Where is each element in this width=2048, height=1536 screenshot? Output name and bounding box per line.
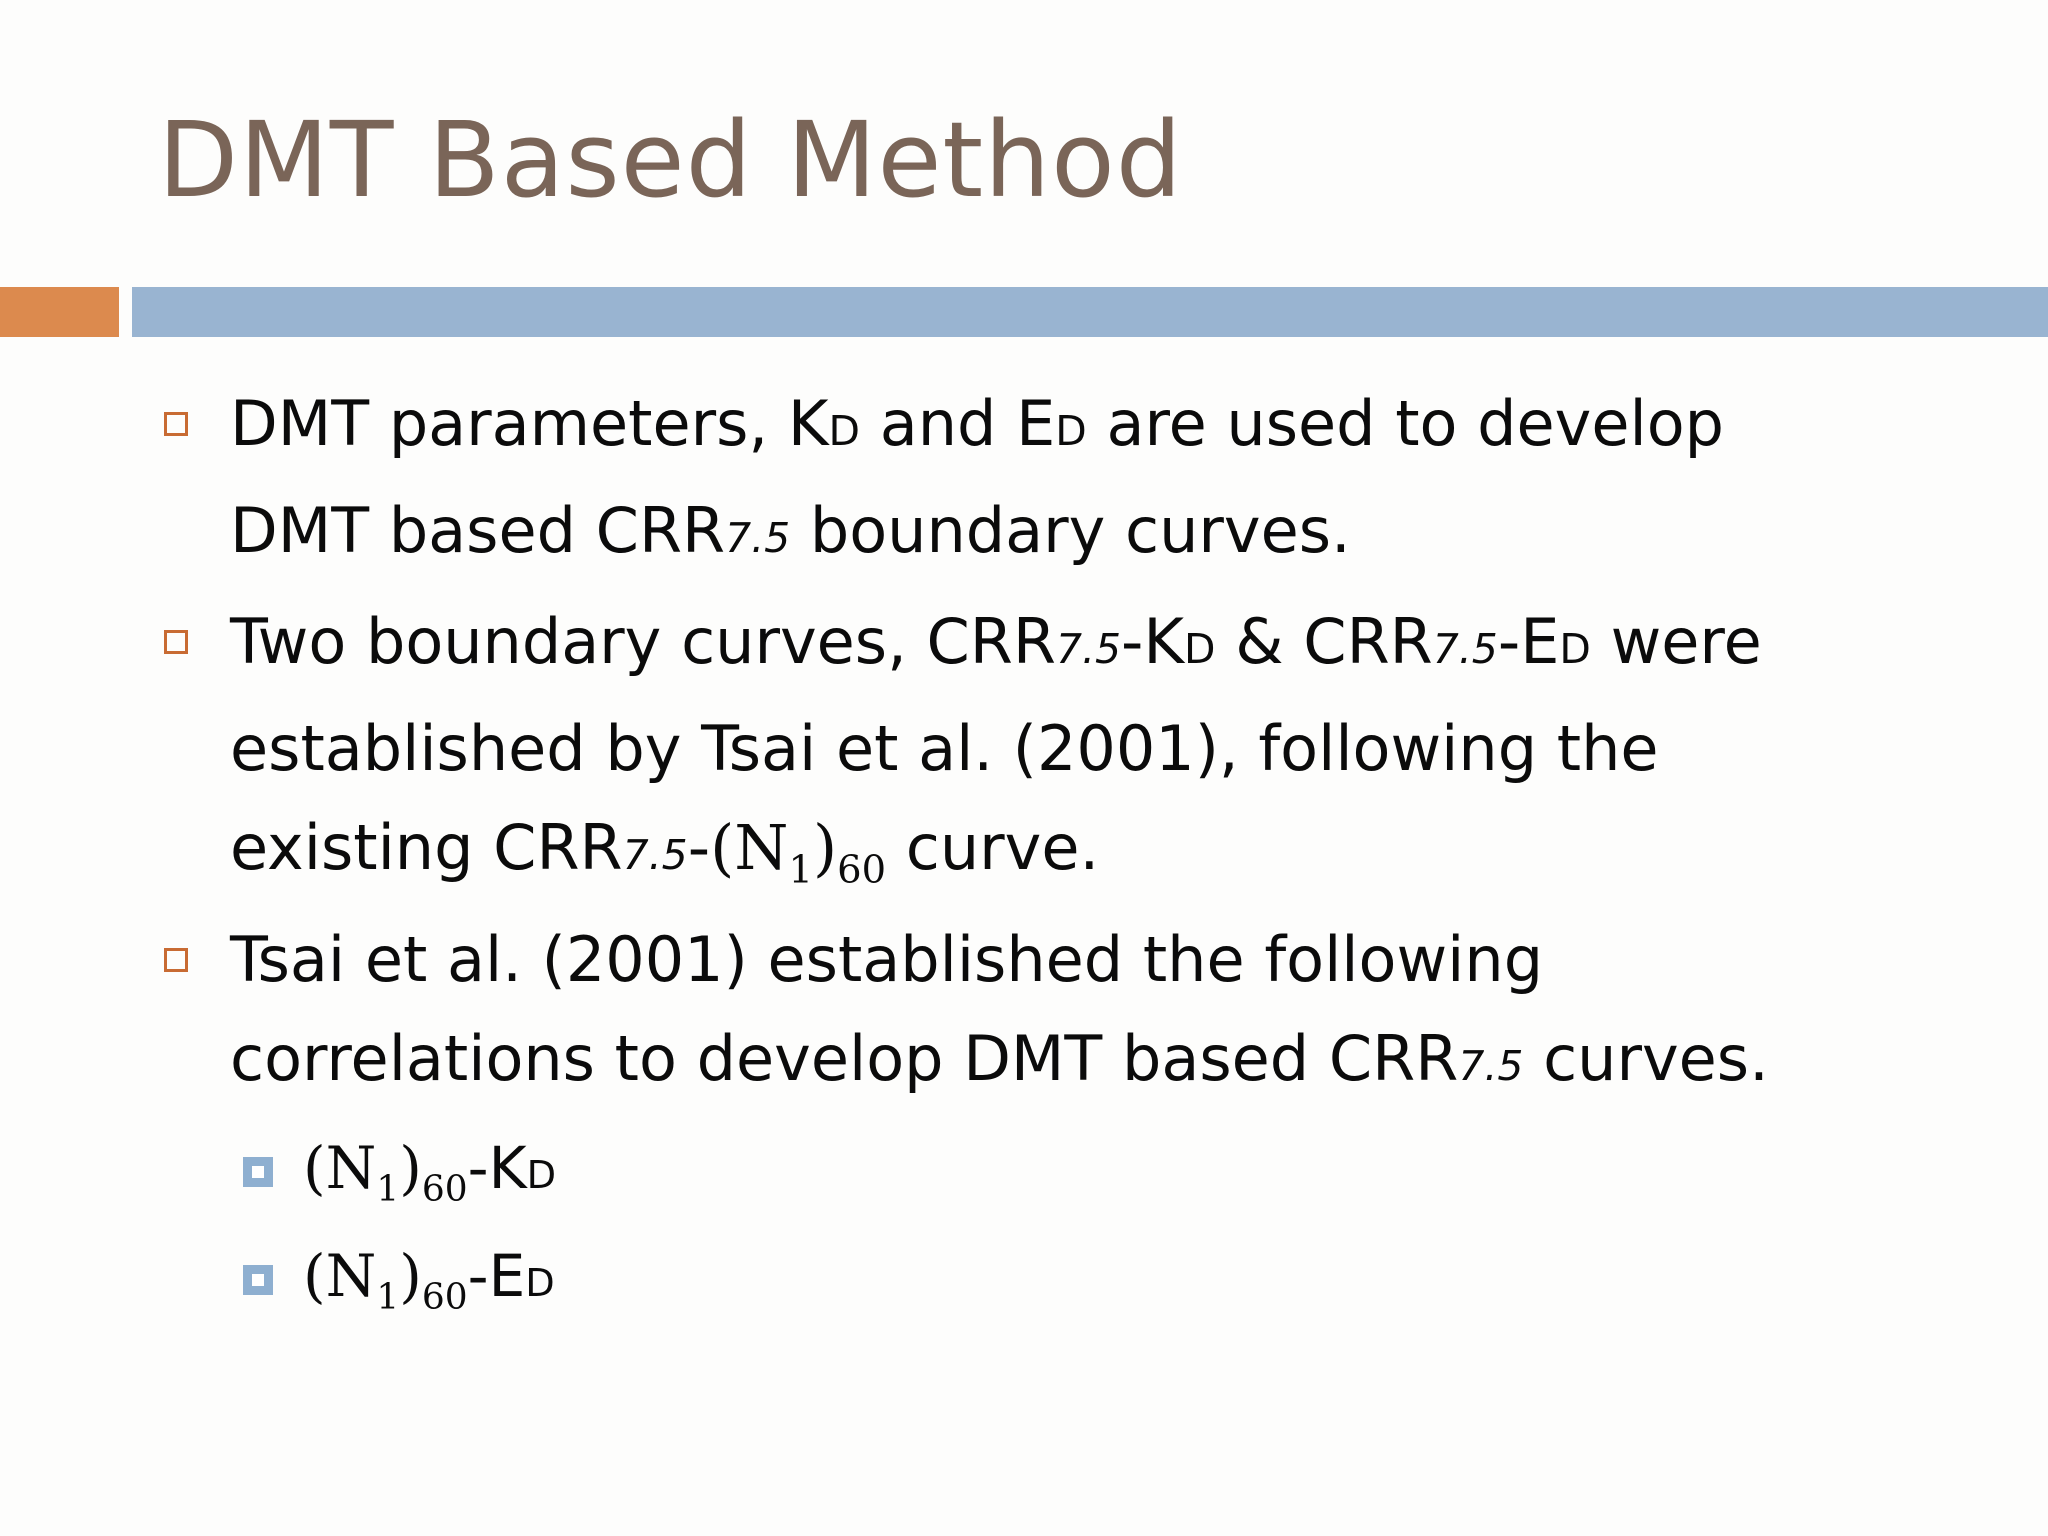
hollow-square-bullet-icon xyxy=(164,412,188,436)
filled-square-bullet-icon xyxy=(243,1157,273,1187)
bullet-item-3 xyxy=(164,910,1944,1116)
bullet-1-line-1: DMT parameters, KD and ED are used to develop xyxy=(230,387,1725,460)
hollow-square-bullet-icon xyxy=(164,948,188,972)
bullet-item-1 xyxy=(164,374,1944,588)
bullet-item-2 xyxy=(164,592,1944,905)
bullet-3-line-1: Tsai et al. (2001) established the following xyxy=(230,923,1544,996)
hollow-square-bullet-icon xyxy=(164,630,188,654)
header-accent-bar-blue xyxy=(132,287,2048,337)
bullet-2-line-2: established by Tsai et al. (2001), following the xyxy=(230,712,1659,785)
header-accent-bar-orange xyxy=(0,287,119,337)
sub-bullet-item-1 xyxy=(243,1128,556,1216)
sub-bullet-item-2 xyxy=(243,1236,555,1324)
slide-title: DMT Based Method xyxy=(158,99,1183,221)
bullet-2-line-1: Two boundary curves, CRR7.5-KD & CRR7.5-ED were xyxy=(230,605,1762,678)
filled-square-bullet-icon xyxy=(243,1265,273,1295)
bullet-2-line-3: existing $CRR7.5-(N_1)_{60}$ curve. xyxy=(230,811,1100,893)
bullet-1-line-2: DMT based CRR7.5 boundary curves. xyxy=(230,494,1351,567)
sub-bullet-1-text: $(N_1)_{60}-KD$ xyxy=(303,1134,557,1210)
bullet-3-line-2: correlations to develop DMT based CRR7.5 curves. xyxy=(230,1022,1769,1095)
n1-60-formula: $(N_1)_{60}$ xyxy=(710,811,887,893)
sub-bullet-2-text: $(N_1)_{60}-ED$ xyxy=(303,1242,555,1318)
